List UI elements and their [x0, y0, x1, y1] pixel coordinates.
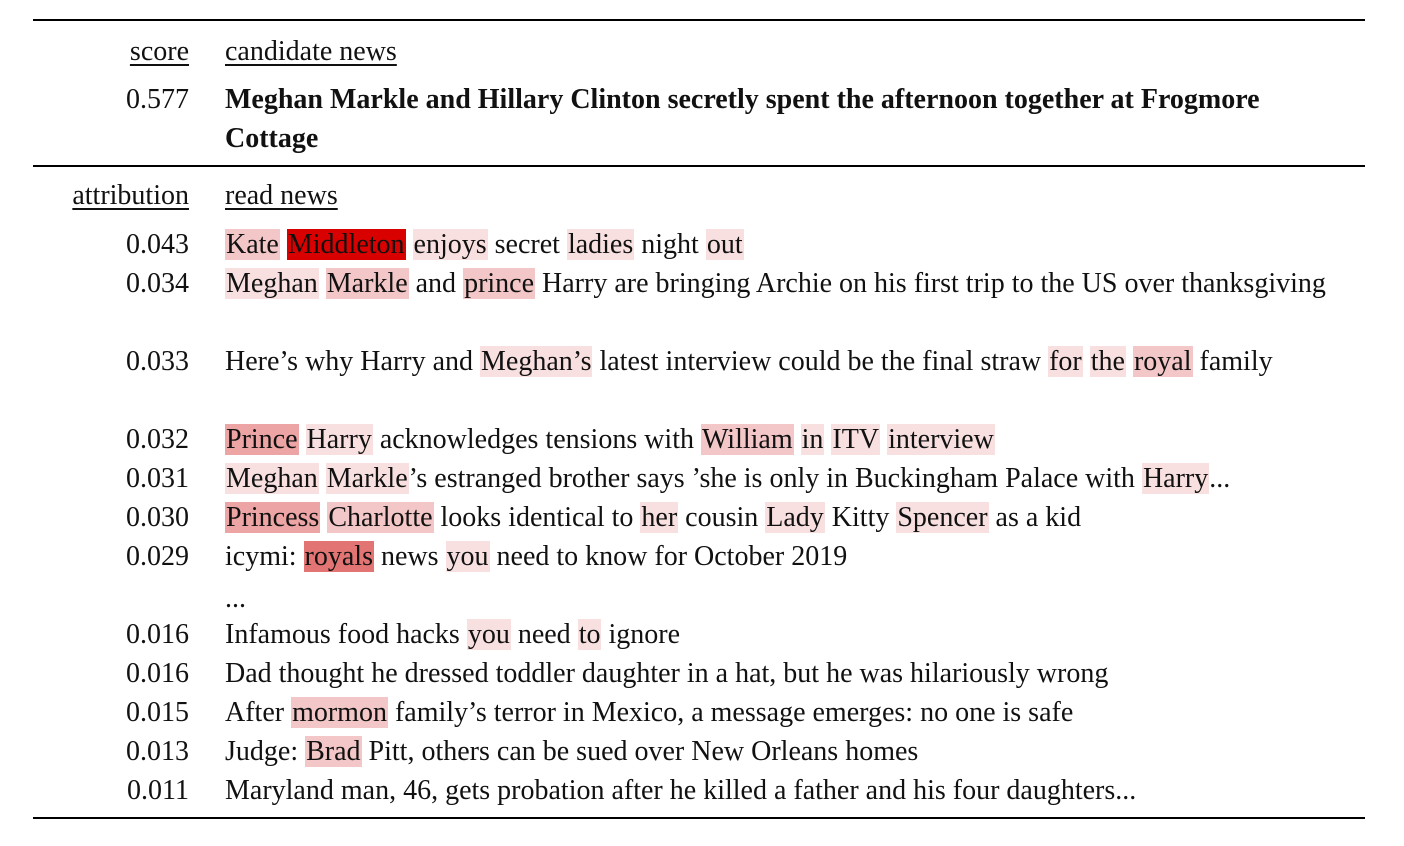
read-news-headline	[225, 459, 1351, 498]
highlighted-token: in	[801, 424, 824, 455]
headline-text: secret	[487, 229, 567, 260]
headline-text: as a kid	[988, 502, 1082, 533]
read-news-headline	[225, 537, 1351, 576]
highlighted-token: Brad	[306, 736, 361, 767]
score-header: score	[129, 36, 189, 67]
highlighted-token: ladies	[567, 229, 634, 260]
headline-text: Here’s why Harry and	[225, 346, 481, 377]
read-news-headline	[225, 654, 1351, 693]
headline-text: need	[510, 619, 578, 650]
highlighted-token: royals	[304, 541, 373, 572]
headline-text: family	[1192, 346, 1273, 377]
headline-text	[319, 268, 326, 299]
headline-text: Harry are bringing Archie on his first trip to the US over thanksgiving	[535, 268, 1326, 299]
table-mid-rule	[33, 165, 1365, 167]
highlighted-token: out	[706, 229, 743, 260]
headline-text: night	[634, 229, 706, 260]
read-news-headline	[225, 579, 1351, 618]
headline-text: Maryland man, 46, gets probation after he killed a father and his four daughters...	[225, 775, 1137, 806]
headline-text	[280, 229, 287, 260]
highlighted-token: for	[1049, 346, 1082, 377]
candidate-news-header: candidate news	[225, 36, 397, 67]
highlighted-token: William	[702, 424, 793, 455]
headline-text	[319, 463, 326, 494]
highlighted-token: to	[578, 619, 601, 650]
attribution-value: 0.033	[126, 346, 189, 377]
headline-text	[299, 424, 306, 455]
highlighted-token: Spencer	[897, 502, 988, 533]
read-news-headline	[225, 264, 1351, 303]
highlighted-token: Meghan	[226, 463, 318, 494]
highlighted-token: mormon	[292, 697, 387, 728]
headline-text: news	[373, 541, 446, 572]
read-news-headline	[225, 498, 1351, 537]
headline-text: ignore	[601, 619, 680, 650]
headline-text	[794, 424, 801, 455]
headline-text: Infamous food hacks	[225, 619, 467, 650]
highlighted-token: Meghan	[226, 268, 318, 299]
highlighted-token: Markle	[326, 463, 408, 494]
headline-text: family’s terror in Mexico, a message emerges: no one is safe	[387, 697, 1074, 728]
headline-text: Pitt, others can be sued over New Orleans homes	[361, 736, 919, 767]
attribution-value: 0.030	[126, 502, 189, 533]
attribution-value: 0.032	[126, 424, 189, 455]
read-news-headline	[225, 420, 1351, 459]
attribution-header: attribution	[72, 180, 189, 211]
highlighted-token: the	[1090, 346, 1125, 377]
headline-text: ...	[225, 583, 246, 614]
headline-text: latest interview could be the final straw	[592, 346, 1049, 377]
headline-text: ...	[1209, 463, 1231, 494]
highlighted-token: interview	[888, 424, 994, 455]
attribution-value: 0.031	[126, 463, 189, 494]
highlighted-token: Princess	[226, 502, 320, 533]
attribution-value: 0.016	[126, 658, 189, 689]
highlighted-token: enjoys	[413, 229, 487, 260]
read-news-headline	[225, 225, 1351, 264]
table-top-rule	[33, 19, 1365, 21]
headline-text: and	[408, 268, 464, 299]
headline-text: icymi:	[225, 541, 304, 572]
headline-text: need to know for October 2019	[489, 541, 848, 572]
headline-text: ’s estranged brother says ’she is only in Buckingham Palace with	[408, 463, 1142, 494]
headline-text: Kitty	[824, 502, 897, 533]
highlighted-token: Charlotte	[328, 502, 433, 533]
headline-text	[1126, 346, 1133, 377]
highlighted-token: you	[467, 619, 510, 650]
candidate-score: 0.577	[126, 84, 189, 115]
read-news-headline	[225, 693, 1351, 732]
headline-text: Dad thought he dressed toddler daughter in a hat, but he was hilariously wrong	[225, 658, 1109, 689]
highlighted-token: Harry	[1142, 463, 1209, 494]
headline-text: acknowledges tensions with	[372, 424, 701, 455]
headline-text: looks identical to	[433, 502, 641, 533]
headline-text	[406, 229, 413, 260]
read-news-headline	[225, 771, 1351, 810]
highlighted-token: Lady	[766, 502, 824, 533]
highlighted-token: Markle	[326, 268, 408, 299]
headline-text: Judge:	[225, 736, 306, 767]
highlighted-token: Harry	[306, 424, 372, 455]
candidate-header-cell	[225, 32, 1351, 71]
read-news-header: read news	[225, 180, 338, 211]
highlighted-token: you	[446, 541, 489, 572]
attribution-value: 0.011	[127, 775, 189, 806]
highlighted-token: Middleton	[287, 229, 405, 260]
read-news-headline	[225, 615, 1351, 654]
headline-text	[1083, 346, 1090, 377]
headline-text: After	[225, 697, 292, 728]
read-header-cell	[225, 176, 1351, 215]
highlighted-token: prince	[464, 268, 535, 299]
attribution-value: 0.016	[126, 619, 189, 650]
attribution-value: 0.043	[126, 229, 189, 260]
attribution-table	[33, 0, 1365, 846]
attribution-value: 0.034	[126, 268, 189, 299]
highlighted-token: ITV	[832, 424, 880, 455]
highlighted-token: royal	[1133, 346, 1192, 377]
attribution-value: 0.029	[126, 541, 189, 572]
candidate-title: Meghan Markle and Hillary Clinton secretly spent the afternoon together at Frogmore Cottage	[225, 84, 1260, 154]
highlighted-token: Meghan’s	[481, 346, 592, 377]
highlighted-token: her	[641, 502, 678, 533]
attribution-value: 0.013	[126, 736, 189, 767]
read-news-headline	[225, 732, 1351, 771]
read-news-headline	[225, 342, 1351, 381]
highlighted-token: Kate	[226, 229, 279, 260]
highlighted-token: Prince	[226, 424, 298, 455]
headline-text: cousin	[678, 502, 766, 533]
attribution-value: 0.015	[126, 697, 189, 728]
table-bottom-rule	[33, 817, 1365, 819]
